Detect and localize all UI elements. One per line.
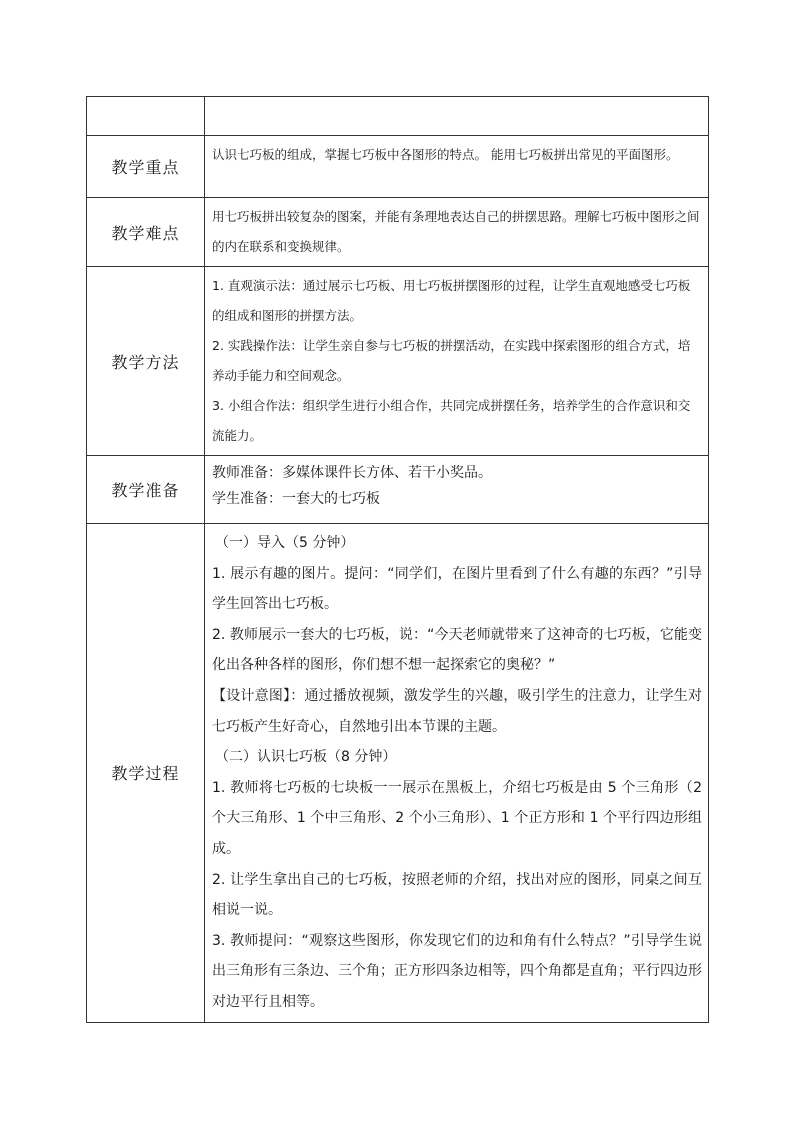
process-line-1: （一）导入（5 分钟） [215,535,355,551]
difficulty-text: 用七巧板拼出较复杂的图案，并能有条理地表达自己的拼摆思路。理解七巧板中图形之间的内在联系和变换规律。 [212,209,700,254]
table-row-header-blank [87,97,709,136]
blank-content-cell [205,97,709,136]
methods-label: 教学方法 [87,267,205,456]
difficulty-content [205,198,709,267]
table-row-process [87,524,709,1023]
teacher-preparation: 教师准备：多媒体课件长方体、若干小奖品。 [212,465,492,481]
process-label: 教学过程 [87,524,205,1023]
process-line-3: 2. 教师展示一套大的七巧板，说：“今天老师就带来了这神奇的七巧板，它能变化出各种各样的图形，你们想不想一起探索它的奥秘？” [212,626,702,674]
process-line-8: 3. 教师提问：“观察这些图形，你发现它们的边和角有什么特点？”引导学生说出三角形有三条边、三个角；正方形四条边相等，四个角都是直角；平行四边形对边平行且相等。 [212,932,702,1010]
table-row-difficulty [87,198,709,267]
process-line-7: 2. 让学生拿出自己的七巧板，按照老师的介绍，找出对应的图形，同桌之间互相说一说。 [212,871,702,919]
process-line-4: 【设计意图】：通过播放视频，激发学生的兴趣，吸引学生的注意力，让学生对七巧板产生好奇心，自然地引出本节课的主题。 [212,687,702,735]
preparation-content [205,456,709,524]
process-line-2: 1. 展示有趣的图片。提问：“同学们，在图片里看到了什么有趣的东西？”引导学生回答出七巧板。 [212,565,702,613]
method-item-3: 3. 小组合作法：组织学生进行小组合作，共同完成拼摆任务，培养学生的合作意识和交流能力。 [212,398,691,443]
process-line-5: （二）认识七巧板（8 分钟） [215,749,397,766]
preparation-label: 教学准备 [87,456,205,524]
table-row-focus [87,136,709,198]
process-line-6: 1. 教师将七巧板的七块板一一展示在黑板上，介绍七巧板是由 5 个三角形（2 个大三角形、1 个中三角形、2 个小三角形）、1 个正方形和 1 个平行四边形组成。 [212,779,702,857]
student-preparation: 学生准备：一套大的七巧板 [212,491,380,507]
methods-content [205,267,709,456]
table-row-preparation [87,456,709,524]
method-item-2: 2. 实践操作法：让学生亲自参与七巧板的拼摆活动，在实践中探索图形的组合方式，培养动手能力和空间观念。 [212,338,691,383]
process-content [205,524,709,1023]
difficulty-label: 教学难点 [87,198,205,267]
focus-label: 教学重点 [87,136,205,198]
focus-text: 认识七巧板的组成，掌握七巧板中各图形的特点。 能用七巧板拼出常见的平面图形。 [212,147,679,162]
blank-label-cell [87,97,205,136]
table-row-methods [87,267,709,456]
focus-content [205,136,709,198]
lesson-plan-table [86,96,709,1023]
method-item-1: 1. 直观演示法：通过展示七巧板、用七巧板拼摆图形的过程，让学生直观地感受七巧板的组成和图形的拼摆方法。 [212,278,691,323]
